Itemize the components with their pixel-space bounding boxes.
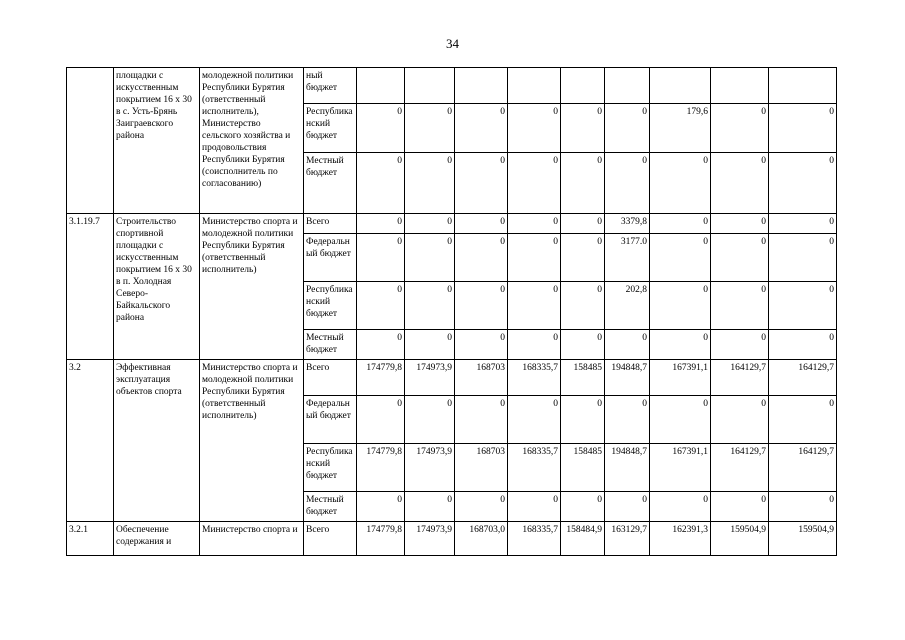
value-cell: 0 [650,214,711,234]
value-cell: 0 [605,492,650,522]
value-cell: 0 [711,492,769,522]
value-cell: 0 [405,234,455,282]
value-cell: 194848,7 [605,444,650,492]
value-cell: 0 [605,330,650,360]
table-row [67,214,837,234]
row-name-cell: площадки с искусственным покрытием 16 х 30 в с. Усть-Брянь Заиграевского района [114,68,200,214]
value-cell: 168335,7 [508,444,561,492]
value-cell: 0 [650,153,711,214]
value-cell: 202,8 [605,282,650,330]
value-cell: 0 [357,492,405,522]
funding-source-cell: Республиканский бюджет [304,444,357,492]
value-cell: 0 [605,396,650,444]
funding-source-cell: Всего [304,522,357,556]
row-name-cell: Обеспечение содержания и [114,522,200,556]
value-cell: 0 [405,104,455,153]
value-cell: 168335,7 [508,522,561,556]
value-cell: 0 [650,282,711,330]
value-cell: 0 [357,396,405,444]
value-cell: 158485 [561,444,605,492]
value-cell: 167391,1 [650,360,711,396]
value-cell: 0 [508,492,561,522]
value-cell: 179,6 [650,104,711,153]
funding-source-cell: Республиканский бюджет [304,104,357,153]
funding-source-cell: Всего [304,360,357,396]
value-cell: 0 [455,492,508,522]
value-cell: 159504,9 [711,522,769,556]
value-cell: 162391,3 [650,522,711,556]
value-cell: 0 [405,492,455,522]
value-cell: 0 [405,153,455,214]
value-cell: 0 [455,234,508,282]
table-row [67,68,837,104]
value-cell: 0 [711,282,769,330]
row-responsible-cell: Министерство спорта и [200,522,304,556]
value-cell: 0 [561,214,605,234]
value-cell: 3177.0 [605,234,650,282]
value-cell: 0 [769,396,837,444]
value-cell: 158484,9 [561,522,605,556]
value-cell [605,68,650,104]
value-cell: 0 [405,214,455,234]
value-cell: 0 [650,234,711,282]
value-cell: 0 [561,282,605,330]
value-cell: 0 [508,153,561,214]
value-cell: 0 [711,234,769,282]
value-cell [357,68,405,104]
budget-table [66,67,837,556]
value-cell: 0 [405,396,455,444]
value-cell: 0 [711,153,769,214]
value-cell: 0 [711,330,769,360]
value-cell: 0 [769,153,837,214]
value-cell: 0 [508,104,561,153]
value-cell: 164129,7 [769,360,837,396]
value-cell [711,68,769,104]
value-cell: 168703,0 [455,522,508,556]
value-cell: 159504,9 [769,522,837,556]
value-cell: 0 [561,104,605,153]
row-responsible-cell: Министерство спорта и молодежной политики Республики Бурятия (ответственный исполнитель) [200,214,304,360]
value-cell: 0 [405,330,455,360]
row-name-cell: Эффективная эксплуатация объектов спорта [114,360,200,522]
value-cell: 167391,1 [650,444,711,492]
value-cell: 168703 [455,444,508,492]
funding-source-cell: Местный бюджет [304,492,357,522]
value-cell: 0 [711,104,769,153]
table-row [67,360,837,396]
table-row [67,522,837,556]
value-cell [405,68,455,104]
value-cell: 0 [650,396,711,444]
funding-source-cell: Республиканский бюджет [304,282,357,330]
value-cell: 0 [455,330,508,360]
page-number: 34 [446,36,459,51]
funding-source-cell: Местный бюджет [304,153,357,214]
value-cell: 194848,7 [605,360,650,396]
value-cell: 0 [508,214,561,234]
value-cell: 0 [508,396,561,444]
value-cell: 3379,8 [605,214,650,234]
value-cell: 0 [357,153,405,214]
value-cell: 164129,7 [711,444,769,492]
row-code-cell: 3.1.19.7 [67,214,114,360]
value-cell: 0 [357,282,405,330]
value-cell: 174779,8 [357,522,405,556]
value-cell: 0 [455,396,508,444]
value-cell: 0 [455,282,508,330]
value-cell: 163129,7 [605,522,650,556]
value-cell [455,68,508,104]
value-cell: 0 [561,153,605,214]
value-cell: 0 [357,214,405,234]
value-cell: 0 [605,104,650,153]
value-cell: 0 [769,492,837,522]
funding-source-cell: Всего [304,214,357,234]
value-cell: 0 [561,234,605,282]
value-cell: 174973,9 [405,444,455,492]
funding-source-cell: ный бюджет [304,68,357,104]
value-cell: 0 [357,104,405,153]
value-cell: 0 [561,396,605,444]
value-cell: 158485 [561,360,605,396]
value-cell: 0 [605,153,650,214]
value-cell: 0 [508,234,561,282]
row-code-cell: 3.2 [67,360,114,522]
value-cell [508,68,561,104]
value-cell: 0 [769,282,837,330]
row-code-cell [67,68,114,214]
value-cell [769,68,837,104]
funding-source-cell: Федеральный бюджет [304,396,357,444]
value-cell [561,68,605,104]
value-cell: 164129,7 [711,360,769,396]
row-name-cell: Строительство спортивной площадки с искусственным покрытием 16 х 30 в п. Холодная Северо-Байкальского района [114,214,200,360]
value-cell [650,68,711,104]
value-cell: 0 [650,330,711,360]
value-cell: 0 [508,330,561,360]
value-cell: 0 [711,396,769,444]
row-responsible-cell: Министерство спорта и молодежной политики Республики Бурятия (ответственный исполнитель) [200,360,304,522]
value-cell: 0 [769,104,837,153]
value-cell: 0 [561,330,605,360]
value-cell: 164129,7 [769,444,837,492]
value-cell: 174779,8 [357,360,405,396]
value-cell: 174779,8 [357,444,405,492]
value-cell: 0 [561,492,605,522]
value-cell: 174973,9 [405,522,455,556]
value-cell: 0 [455,104,508,153]
value-cell: 0 [357,330,405,360]
value-cell: 0 [769,234,837,282]
value-cell: 0 [769,330,837,360]
funding-source-cell: Федеральный бюджет [304,234,357,282]
funding-source-cell: Местный бюджет [304,330,357,360]
row-code-cell: 3.2.1 [67,522,114,556]
value-cell: 0 [711,214,769,234]
value-cell: 0 [455,153,508,214]
value-cell: 0 [405,282,455,330]
value-cell: 0 [650,492,711,522]
row-responsible-cell: молодежной политики Республики Бурятия (ответственный исполнитель), Министерство сельского хозяйства и продовольствия Республики Бурятия (соисполнитель по согласованию) [200,68,304,214]
value-cell: 0 [357,234,405,282]
value-cell: 0 [455,214,508,234]
value-cell: 174973,9 [405,360,455,396]
value-cell: 0 [769,214,837,234]
value-cell: 0 [508,282,561,330]
value-cell: 168703 [455,360,508,396]
value-cell: 168335,7 [508,360,561,396]
